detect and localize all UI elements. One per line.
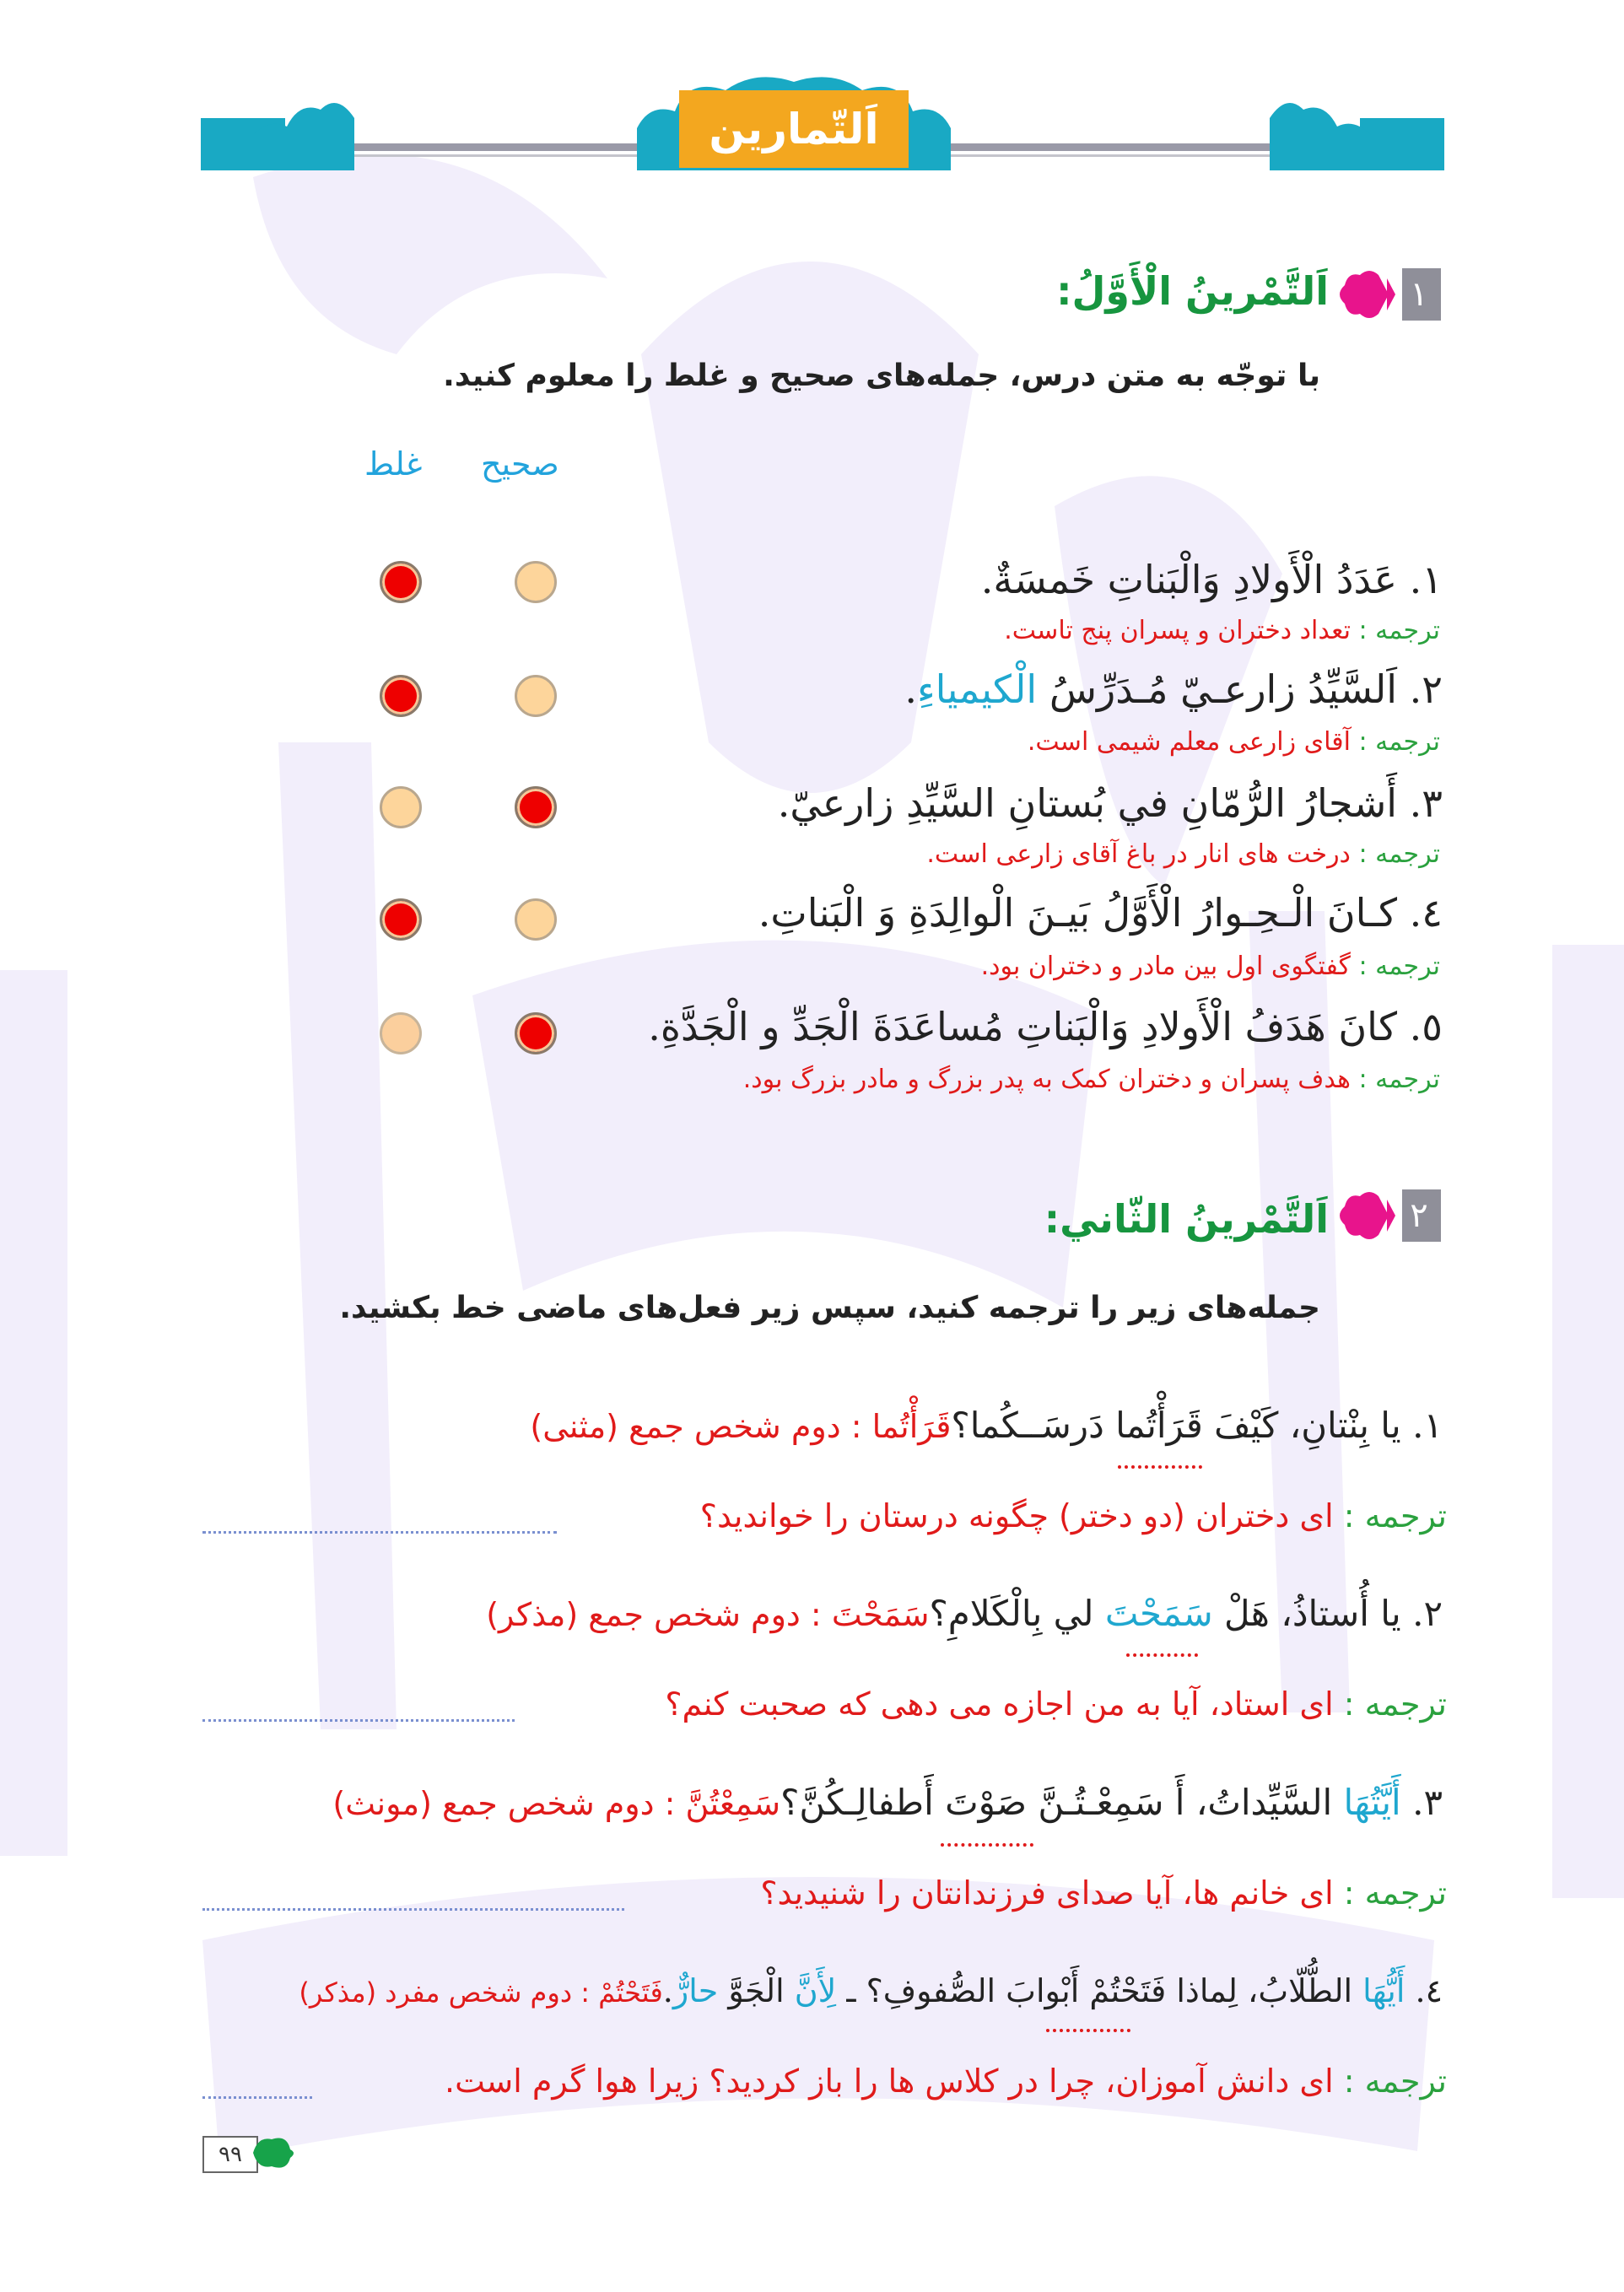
column-header-correct: صحیح xyxy=(481,445,559,483)
exercise-sentence: ٤. أَيُّهَا الطُّلّابُ، لِماذا فَتَحْتُمْ أَبْوابَ الصُّفوفِ؟ ـ لِأَنَّ الْجَوَّ حارٌّ.فَتَحْتُمْ : دوم شخص مفرد (مذکر) xyxy=(299,1972,1443,2009)
header-left-cloud xyxy=(253,84,354,170)
translation: ترجمه : تعداد دختران و پسران پنج تاست. xyxy=(1004,616,1440,645)
answer-circle-correct[interactable] xyxy=(515,675,557,717)
sentence: ٤. كـانَ الْـحِـوارُ الْأَوَّلُ بَيـنَ الْوالِدَةِ وَ الْبَناتِ. xyxy=(758,890,1443,936)
header-right-tab xyxy=(1360,118,1444,170)
answer-circle-wrong-selected[interactable] xyxy=(380,561,422,603)
verb-note: سَمِعْتُنَّ : دوم شخص جمع (مونث) xyxy=(332,1785,781,1822)
answer-circle-wrong[interactable] xyxy=(380,1012,422,1054)
sentence: ١. عَدَدُ الْأَولادِ وَالْبَناتِ خَمسَةٌ. xyxy=(980,557,1443,602)
exercise-title: اَلتَّمْرينُ الثّاني: xyxy=(1044,1196,1329,1242)
page-title: اَلتّمارين xyxy=(679,90,909,168)
exercise-sentence: ٢. يا أُستاذُ، هَلْ سَمَحْتَ لي بِالْكَلامِ؟سَمَحْتَ : دوم شخص جمع (مذکر) xyxy=(486,1593,1443,1634)
answer-circle-correct[interactable] xyxy=(515,561,557,603)
translation: ترجمه : ای استاد، آیا به من اجازه می دهی که صحبت کنم؟ xyxy=(665,1685,1447,1723)
translation: ترجمه : گفتگوی اول بین مادر و دختران بود. xyxy=(980,952,1440,981)
answer-line xyxy=(202,1531,557,1534)
verb-note: سَمَحْتَ : دوم شخص جمع (مذکر) xyxy=(486,1596,930,1633)
answer-line xyxy=(202,2096,312,2099)
exercise-number: ٢ xyxy=(1397,1189,1441,1242)
flower-bullet-icon xyxy=(1336,1189,1402,1242)
page-number: ٩٩ xyxy=(202,2136,258,2173)
exercise-number: ١ xyxy=(1397,268,1441,321)
answer-line xyxy=(202,1719,515,1722)
verb-underline xyxy=(1118,1465,1202,1469)
column-header-wrong: غلط xyxy=(364,445,423,483)
answer-circle-wrong[interactable] xyxy=(380,786,422,828)
sentence: ٢. اَلسَّيِّدُ زارعـيّ مُـدَرِّسُ الْكيمياءِ. xyxy=(904,666,1443,712)
past-verb: سَمِعْـتُـنَّ xyxy=(1038,1782,1164,1823)
answer-circle-wrong-selected[interactable] xyxy=(380,898,422,941)
header-right-cloud xyxy=(1270,84,1371,170)
flower-page-icon xyxy=(253,2134,295,2171)
answer-circle-correct-selected[interactable] xyxy=(515,786,557,828)
answer-circle-correct[interactable] xyxy=(515,898,557,941)
verb-note: قَرَأْتُما : دوم شخص جمع (مثنى) xyxy=(530,1408,952,1445)
past-verb: سَمَحْتَ xyxy=(1104,1593,1213,1634)
exercise-instruction: با توجّه به متن درس، جمله‌های صحیح و غلط را معلوم کنید. xyxy=(443,359,1320,393)
translation: ترجمه : هدف پسران و دختران کمک به پدر بزرگ و مادر بزرگ بود. xyxy=(742,1065,1440,1094)
answer-circle-correct-selected[interactable] xyxy=(515,1012,557,1054)
answer-line xyxy=(202,1908,624,1911)
verb-underline xyxy=(941,1843,1033,1847)
translation: ترجمه : آقای زارعی معلم شیمی است. xyxy=(1027,727,1440,757)
past-verb: قَرَأْتُما xyxy=(1115,1405,1203,1446)
translation: ترجمه : ای خانم ها، آیا صدای فرزندانتان را شنیدید؟ xyxy=(760,1874,1447,1912)
exercise-instruction: جمله‌های زیر را ترجمه کنید، سپس زیر فعل‌های ماضی خط بکشید. xyxy=(339,1291,1320,1325)
past-verb: فَتَحْتُمْ xyxy=(1089,1972,1167,2009)
verb-underline xyxy=(1126,1653,1198,1657)
answer-circle-wrong-selected[interactable] xyxy=(380,675,422,717)
sentence: ٣. أَشجارُ الرُّمّانِ في بُستانِ السَّيِّدِ زارعيّ. xyxy=(777,780,1443,826)
exercise-sentence: ٣. أَيَّتُهَا السَّيِّداتُ، أَ سَمِعْـتُـنَّ صَوْتَ أَطفالِـكُنَّ؟سَمِعْتُنَّ : دوم شخص جمع (مونث) xyxy=(332,1782,1443,1823)
exercise-sentence: ١. يا بِنْتانِ، كَيْفَ قَرَأْتُما دَرسَــكُما؟قَرَأْتُما : دوم شخص جمع (مثنى) xyxy=(530,1405,1443,1446)
sentence: ٥. كانَ هَدَفُ الْأَولادِ وَالْبَناتِ مُساعَدَةَ الْجَدِّ و الْجَدَّةِ. xyxy=(648,1004,1443,1049)
translation: ترجمه : ای دانش آموزان، چرا در کلاس ها را باز کردید؟ زیرا هوا گرم است. xyxy=(444,2063,1447,2100)
translation: ترجمه : درخت های انار در باغ آقای زارعی است. xyxy=(926,839,1440,869)
exercise-title: اَلتَّمْرينُ الْأَوَّلُ: xyxy=(1056,268,1329,314)
translation: ترجمه : ای دختران (دو دختر) چگونه درستان را خواندید؟ xyxy=(699,1497,1447,1534)
verb-underline xyxy=(1046,2029,1130,2032)
verb-note: فَتَحْتُمْ : دوم شخص مفرد (مذکر) xyxy=(299,1977,663,2009)
flower-bullet-icon xyxy=(1336,268,1402,321)
